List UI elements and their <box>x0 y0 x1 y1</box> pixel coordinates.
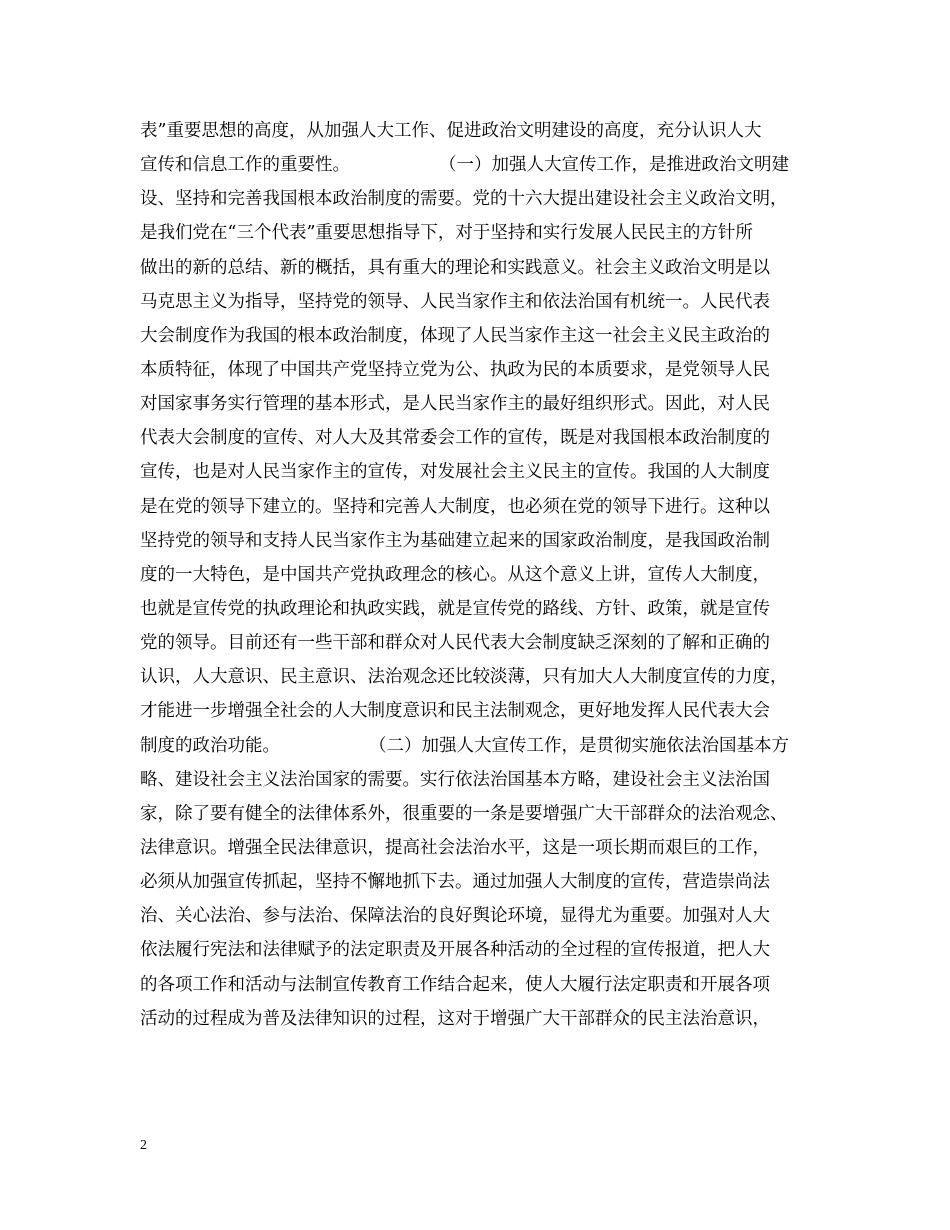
text-line: 宣传和信息工作的重要性。 （一）加强人大宣传工作，是推进政治文明建 <box>140 155 790 176</box>
text-line: 对国家事务实行管理的基本形式，是人民当家作主的最好组织形式。因此，对人民 <box>140 394 770 415</box>
text-line: 是在党的领导下建立的。坚持和完善人大制度，也必须在党的领导下进行。这种以 <box>140 496 770 517</box>
text-line: 活动的过程成为普及法律知识的过程，这对于增强广大干部群众的民主法治意识， <box>140 1008 770 1029</box>
text-line: 依法履行宪法和法律赋予的法定职责及开展各种活动的全过程的宣传报道，把人大 <box>140 940 770 961</box>
text-line: 宣传，也是对人民当家作主的宣传，对发展社会主义民主的宣传。我国的人大制度 <box>140 462 770 483</box>
text-line: 坚持党的领导和支持人民当家作主为基础建立起来的国家政治制度，是我国政治制 <box>140 530 770 551</box>
text-line: 是我们党在“三个代表”重要思想指导下，对于坚持和实行发展人民民主的方针所 <box>140 223 753 244</box>
text-line: 略、建设社会主义法治国家的需要。实行依法治国基本方略，建设社会主义法治国 <box>140 769 770 790</box>
text-line: 度的一大特色，是中国共产党执政理念的核心。从这个意义上讲，宣传人大制度， <box>140 564 770 585</box>
text-line: 的各项工作和活动与法制宣传教育工作结合起来，使人大履行法定职责和开展各项 <box>140 974 770 995</box>
text-line: 做出的新的总结、新的概括，具有重大的理论和实践意义。社会主义政治文明是以 <box>140 257 770 278</box>
text-line: 代表大会制度的宣传、对人大及其常委会工作的宣传，既是对我国根本政治制度的 <box>140 428 770 449</box>
text-line: 设、坚持和完善我国根本政治制度的需要。党的十六大提出建设社会主义政治文明， <box>140 189 788 210</box>
body-text <box>140 114 830 1036</box>
text-line: 必须从加强宣传抓起，坚持不懈地抓下去。通过加强人大制度的宣传，营造崇尚法 <box>140 872 770 893</box>
text-line: 制度的政治功能。 （二）加强人大宣传工作，是贯彻实施依法治国基本方 <box>140 735 790 756</box>
text-line: 治、关心法治、参与法治、保障法治的良好舆论环境，显得尤为重要。加强对人大 <box>140 906 770 927</box>
page-number: 2 <box>140 1138 147 1153</box>
text-line: 家，除了要有健全的法律体系外，很重要的一条是要增强广大干部群众的法治观念、 <box>140 803 788 824</box>
text-line: 马克思主义为指导，坚持党的领导、人民当家作主和依法治国有机统一。人民代表 <box>140 291 770 312</box>
text-line: 也就是宣传党的执政理论和执政实践，就是宣传党的路线、方针、政策，就是宣传 <box>140 598 770 619</box>
text-line: 法律意识。增强全民法律意识，提高社会法治水平，这是一项长期而艰巨的工作， <box>140 837 770 858</box>
text-line: 表”重要思想的高度，从加强人大工作、促进政治文明建设的高度，充分认识人大 <box>140 121 762 141</box>
text-line: 本质特征，体现了中国共产党坚持立党为公、执政为民的本质要求，是党领导人民 <box>140 359 770 380</box>
text-line: 认识，人大意识、民主意识、法治观念还比较淡薄，只有加大人大制度宣传的力度， <box>140 667 788 688</box>
text-line: 才能进一步增强全社会的人大制度意识和民主法制观念，更好地发挥人民代表大会 <box>140 701 770 722</box>
text-line: 大会制度作为我国的根本政治制度，体现了人民当家作主这一社会主义民主政治的 <box>140 325 770 346</box>
text-line: 党的领导。目前还有一些干部和群众对人民代表大会制度缺乏深刻的了解和正确的 <box>140 633 770 654</box>
